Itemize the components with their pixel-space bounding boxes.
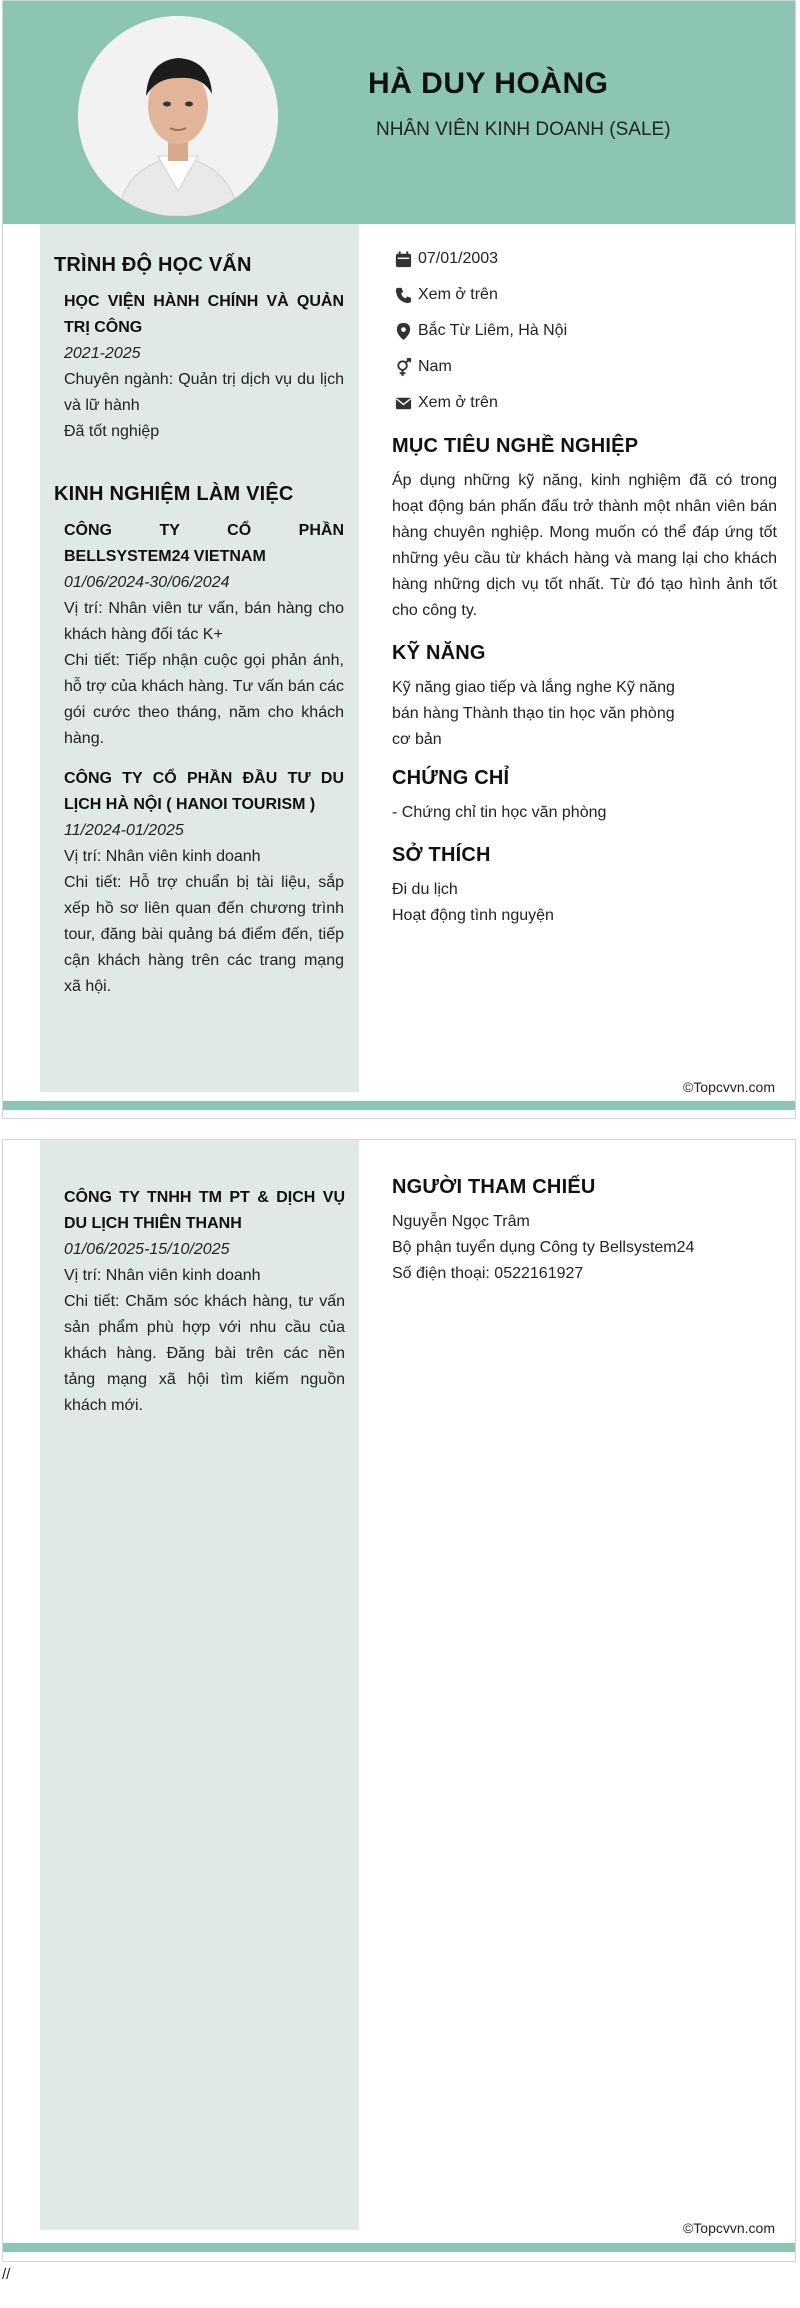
experience-item [54, 766, 344, 1000]
skills-line: cơ bản [392, 731, 442, 748]
contact-gender [392, 349, 777, 385]
objective-text: Áp dụng những kỹ năng, kinh nghiệm đã có trong hoạt động bán phấn đấu trở thành một nhân viên bán hàng chuyên nghiệp. Mong muốn có thể đáp ứng tốt những yêu cầu từ khách hàng và mang lại cho khách hàng những dịch vụ tốt nhất. Từ đó tạo hình ảnh tốt cho công ty. [392, 472, 777, 619]
education-status: Đã tốt nghiệp [64, 423, 160, 440]
phone-icon [392, 284, 414, 306]
left-sidebar [40, 1140, 359, 2230]
job-detail: Chi tiết: Chăm sóc khách hàng, tư vấn sản phẩm phù hợp với nhu cầu của khách hàng. Đăng bài trên các nền tảng mạng xã hội tìm kiếm nguồn khách mới. [64, 1293, 345, 1414]
objective-section [392, 435, 777, 624]
hobbies-heading: SỞ THÍCH [392, 844, 491, 866]
education-major: Chuyên ngành: Quản trị dịch vụ du lịch và lữ hành [64, 371, 344, 414]
education-heading: TRÌNH ĐỘ HỌC VẤN [54, 254, 252, 276]
contact-birthday [392, 241, 777, 277]
job-period: 01/06/2025-15/10/2025 [64, 1241, 230, 1258]
school-name: HỌC VIỆN HÀNH CHÍNH VÀ QUẢN TRỊ CÔNG [64, 293, 344, 336]
right-column [392, 241, 777, 929]
watermark: ©Topcvvn.com [682, 1079, 775, 1095]
references-heading: NGƯỜI THAM CHIẾU [392, 1176, 596, 1198]
profile-photo-icon [78, 16, 278, 216]
left-sidebar [40, 224, 359, 1092]
hobby-item: Đi du lịch [392, 881, 458, 898]
company-name: CÔNG TY TNHH TM PT & DỊCH VỤ DU LỊCH THIÊN THANH [64, 1189, 345, 1232]
watermark: ©Topcvvn.com [682, 2220, 775, 2236]
job-detail: Chi tiết: Tiếp nhận cuộc gọi phản ánh, hỗ trợ của khách hàng. Tư vấn bán các gói cước theo tháng, năm cho khách hàng. [64, 652, 344, 747]
company-name: CÔNG TY CỔ PHẦN ĐẦU TƯ DU LỊCH HÀ NỘI ( HANOI TOURISM ) [64, 770, 344, 813]
cv-page-1 [2, 0, 796, 1119]
education-item [54, 289, 344, 445]
gender-value: Nam [418, 358, 452, 375]
references-section [392, 1176, 777, 1287]
job-period: 01/06/2024-30/06/2024 [64, 574, 230, 591]
certificates-section [392, 767, 777, 826]
job-position: Vị trí: Nhân viên tư vấn, bán hàng cho khách hàng đối tác K+ [64, 600, 344, 643]
birthday-value: 07/01/2003 [418, 250, 499, 267]
gender-icon [392, 356, 414, 378]
certificates-heading: CHỨNG CHỈ [392, 767, 510, 789]
trailing-text: // [2, 2266, 11, 2283]
reference-name: Nguyễn Ngọc Trâm [392, 1213, 530, 1230]
skills-heading: KỸ NĂNG [392, 642, 486, 664]
phone-value: Xem ở trên [418, 286, 498, 303]
certificate-item: - Chứng chỉ tin học văn phòng [392, 804, 607, 821]
skills-line: Kỹ năng giao tiếp và lắng nghe Kỹ năng [392, 679, 675, 696]
experience-item [54, 518, 344, 752]
contact-phone [392, 277, 777, 313]
contact-address [392, 313, 777, 349]
calendar-icon [392, 248, 414, 270]
right-column [392, 1164, 777, 1287]
company-name: CÔNG TY CỔ PHẦN BELLSYSTEM24 VIETNAM [64, 522, 344, 565]
experience-item [64, 1185, 345, 1419]
skills-section [392, 642, 777, 753]
skills-line: bán hàng Thành thạo tin học văn phòng [392, 705, 675, 722]
reference-phone: Số điện thoại: 0522161927 [392, 1265, 584, 1282]
cv-page-2 [2, 1139, 796, 2262]
job-position: Vị trí: Nhân viên kinh doanh [64, 1267, 261, 1284]
bottom-accent-strip [3, 1101, 795, 1110]
job-period: 11/2024-01/2025 [64, 822, 184, 839]
job-detail: Chi tiết: Hỗ trợ chuẩn bị tài liệu, sắp xếp hồ sơ liên quan đến chương trình tour, đăng bài quảng bá điểm đến, tiếp cận khách hàng trên các trang mạng xã hội. [64, 874, 344, 995]
reference-org: Bộ phận tuyển dụng Công ty Bellsystem24 [392, 1239, 695, 1256]
bottom-accent-strip [3, 2243, 795, 2252]
hobbies-section [392, 844, 777, 929]
job-position: Vị trí: Nhân viên kinh doanh [64, 848, 261, 865]
email-value: Xem ở trên [418, 394, 498, 411]
objective-heading: MỤC TIÊU NGHỀ NGHIỆP [392, 435, 639, 457]
experience-heading: KINH NGHIỆM LÀM VIỆC [54, 483, 294, 505]
education-period: 2021-2025 [64, 345, 141, 362]
avatar [78, 16, 278, 216]
candidate-job-title: NHÂN VIÊN KINH DOANH (SALE) [376, 119, 671, 140]
location-pin-icon [392, 320, 414, 342]
address-value: Bắc Từ Liêm, Hà Nội [418, 322, 568, 339]
cv-header [3, 1, 795, 224]
hobby-item: Hoạt động tình nguyện [392, 907, 554, 924]
contact-email [392, 385, 777, 421]
mail-icon [392, 392, 414, 414]
candidate-name: HÀ DUY HOÀNG [368, 67, 609, 100]
